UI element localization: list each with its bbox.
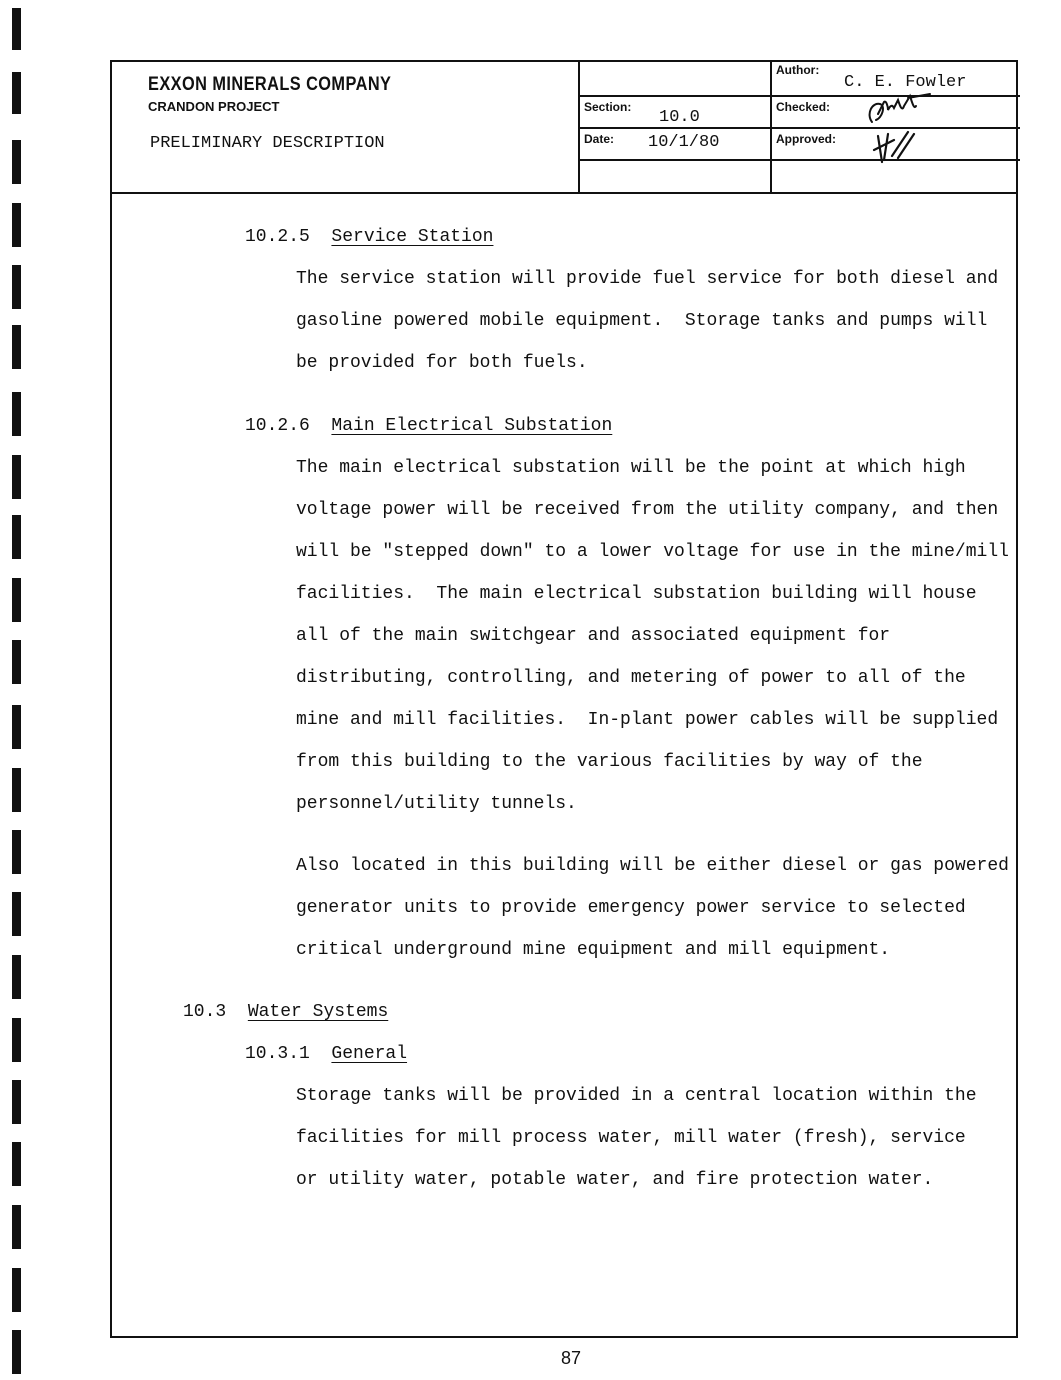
binder-hole [12,1080,21,1124]
divider [578,95,1020,97]
section-title: Main Electrical Substation [331,416,613,436]
section-title: Water Systems [247,1002,389,1022]
date-value: 10/1/80 [648,133,720,152]
text-line: be provided for both fuels. [296,353,588,373]
section-title: General [331,1044,408,1064]
text-line: The main electrical substation will be the point at which high [296,458,966,478]
binder-hole [12,892,21,936]
author-label: Author: [776,63,820,77]
approved-signature [868,126,916,166]
section-number: 10.2.6 [245,416,310,436]
text-line: critical underground mine equipment and mill equipment. [296,940,891,960]
checked-label: Checked: [776,100,831,114]
text-line: gasoline powered mobile equipment. Storage tanks and pumps will [296,311,988,331]
section-heading [245,416,612,436]
company-name: EXXON MINERALS COMPANY [148,74,392,95]
text-line: all of the main switchgear and associated equipment for [296,626,891,646]
text-line: distributing, controlling, and metering of power to all of the [296,668,966,688]
binder-hole [12,955,21,999]
binder-hole [12,325,21,369]
text-line: Also located in this building will be either diesel or gas powered [296,856,1009,876]
section-label: Section: [584,100,632,114]
binder-hole [12,1142,21,1186]
binder-hole [12,830,21,874]
binder-hole [12,1268,21,1312]
paragraph [296,258,999,384]
binder-hole [12,705,21,749]
document-type: PRELIMINARY DESCRIPTION [150,134,385,153]
section-heading [245,1044,407,1064]
text-line: facilities for mill process water, mill water (fresh), service [296,1128,966,1148]
divider [578,127,1020,129]
binder-hole [12,72,21,114]
project-name: CRANDON PROJECT [148,99,280,114]
section-number: 10.3 [183,1002,227,1022]
section-value: 10.0 [659,108,700,127]
paragraph [296,447,1009,825]
text-line: facilities. The main electrical substation building will house [296,584,977,604]
date-label: Date: [584,132,615,146]
text-line: voltage power will be received from the utility company, and then [296,500,999,520]
text-line: mine and mill facilities. In-plant power cables will be supplied [296,710,999,730]
binder-hole [12,515,21,559]
text-line: generator units to provide emergency power service to selected [296,898,966,918]
binder-hole [12,1018,21,1062]
text-line: will be "stepped down" to a lower voltage for use in the mine/mill [296,542,1009,562]
binder-hole [12,203,21,247]
section-title: Service Station [331,227,494,247]
text-line: from this building to the various facilities by way of the [296,752,923,772]
binder-hole [12,578,21,622]
binder-hole [12,392,21,436]
text-line: personnel/utility tunnels. [296,794,577,814]
binder-hole [12,1205,21,1249]
approved-label: Approved: [776,132,836,146]
section-number: 10.3.1 [245,1044,310,1064]
binder-hole [12,8,21,50]
section-number: 10.2.5 [245,227,310,247]
text-line: or utility water, potable water, and fire protection water. [296,1170,934,1190]
checked-signature [864,92,936,128]
paragraph [296,845,1009,971]
text-line: Storage tanks will be provided in a central location within the [296,1086,977,1106]
binder-hole [12,640,21,684]
divider [578,159,1020,161]
binder-hole [12,455,21,499]
author-value: C. E. Fowler [844,73,967,92]
paragraph [296,1075,986,1201]
binder-hole [12,140,21,184]
page-number: 87 [560,1348,582,1368]
section-heading [183,1002,388,1022]
title-block-bottom [112,192,1016,194]
binder-hole [12,768,21,812]
binder-hole [12,265,21,309]
section-heading [245,227,493,247]
text-line: The service station will provide fuel service for both diesel and [296,269,999,289]
